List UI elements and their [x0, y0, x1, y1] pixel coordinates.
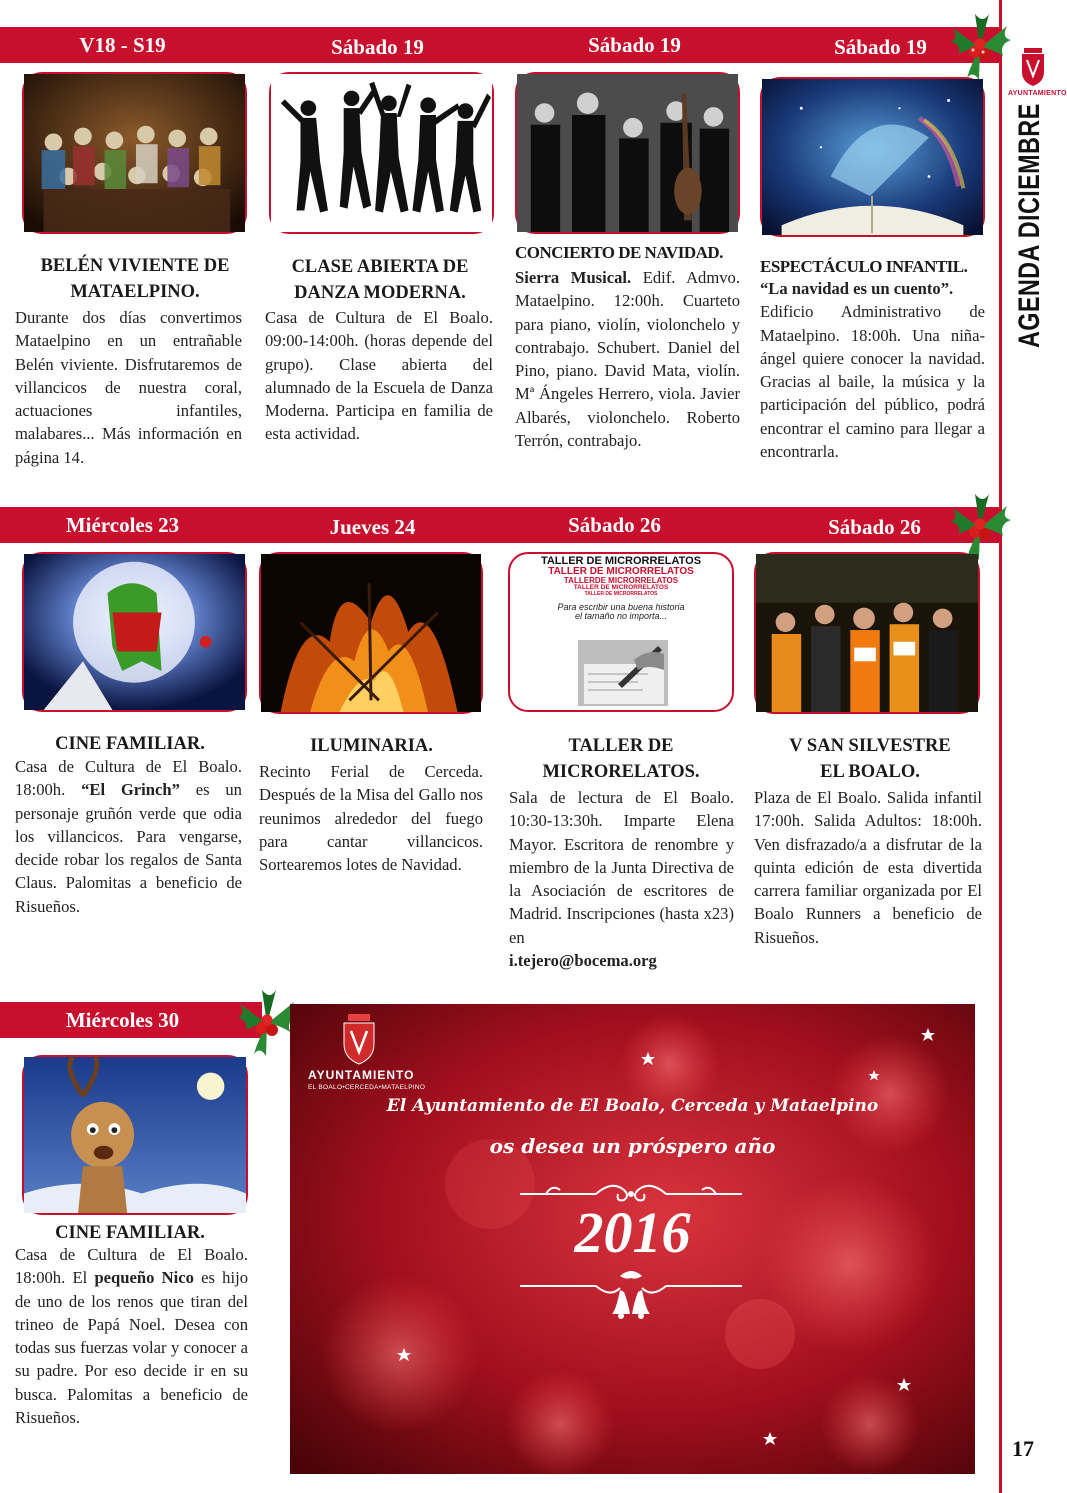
new-year: 2016 [574, 1200, 691, 1265]
event-description: Plaza de El Boalo. Salida infantil 17:00h. Salida Adultos: 18:00h. Ven disfrazado/a a disfrutar de la quinta edición de esta divertida carrera familiar organizada por El Boalo Runners a beneficio de Risueños. [754, 788, 982, 947]
logo-title: AYUNTAMIENTO [308, 1068, 415, 1082]
event-title: ILUMINARIA. [310, 736, 433, 756]
event-title [260, 254, 500, 306]
event-title [750, 733, 990, 785]
event-body-text: Casa de Cultura de El Boalo. 18:00h. El [15, 1245, 248, 1288]
event-description [15, 755, 242, 918]
microrrelatos-poster [508, 552, 734, 712]
event-title [15, 253, 255, 305]
sidebar-logo-text: AYUNTAMIENTO [1008, 90, 1067, 97]
pen-writing-icon [578, 640, 668, 706]
event-title: CINE FAMILIAR. [55, 734, 205, 754]
event-body-text: es un personaje gruñón verde que odia los villancicos. Para vengarse, decide robar los regalos de Santa Claus. Palomitas a beneficio de Risueños. [15, 780, 242, 916]
ayuntamiento-crest-icon [340, 1014, 378, 1066]
event-description [515, 266, 740, 452]
event-title [502, 733, 740, 785]
event-title: CINE FAMILIAR. [55, 1223, 205, 1243]
event-title: ESPECTÁCULO INFANTIL. [760, 257, 968, 276]
greeting-line-2: os desea un próspero año [489, 1134, 776, 1158]
poster-line: TALLER DE MICRORRELATOS [540, 555, 702, 567]
poster-line: TALLER DE MICRORRELATOS [584, 590, 658, 597]
event-description: Casa de Cultura de El Boalo. 09:00-14:00h. (horas depende del grupo). Clase abierta del alumnado de la Escuela de Danza Moderna. Participa en familia de esta actividad. [265, 308, 493, 444]
title-line: MICRORELATOS. [542, 762, 700, 782]
date-label: Miércoles 23 [65, 513, 180, 537]
movie-name: “El Grinch” [81, 780, 180, 800]
movie-name: pequeño Nico [94, 1268, 194, 1288]
event-title: CONCIERTO DE NAVIDAD. [515, 243, 723, 262]
event-body-text: Casa de Cultura de El Boalo. 18:00h. [15, 757, 242, 800]
san-silvestre-runners-photo [754, 552, 980, 714]
poster-tagline: el tamaño no importa... [574, 610, 668, 621]
greeting-line-1: El Ayuntamiento de El Boalo, Cerceda y Mataelpino [386, 1096, 879, 1116]
belen-viviente-photo [22, 72, 247, 234]
date-label: V18 - S19 [79, 33, 166, 57]
title-line: DANZA MODERNA. [294, 283, 466, 303]
event-lead: Sierra Musical. [515, 268, 632, 287]
title-line: TALLER DE [568, 736, 674, 756]
event-body-text: Edif. Admvo. Mataelpino. 12:00h. Cuarteto para piano, violín, violonchelo y contrabajo. Schubert. Daniel del Pino, piano. David Mata, violín. Mª Ángeles Herrero, viola. Javier Albarés, violonchelo. Roberto Terrón, contrabajo. [515, 268, 741, 451]
title-line: MATAELPINO. [70, 282, 200, 302]
event-description [509, 786, 734, 972]
title-line: BELÉN VIVIENTE DE [40, 256, 230, 276]
poster-tagline: Para escribir una buena historia [557, 601, 685, 612]
nico-reindeer-movie-photo [22, 1055, 248, 1215]
date-label: Sábado 26 [828, 515, 921, 539]
event-description: Durante dos días convertimos Mataelpino en un entrañable Belén viviente. Disfrutaremos de villancicos de nuestra coral, actuaciones infantiles, malabares... Más información en página 14. [15, 308, 242, 467]
date-label: Sábado 19 [588, 33, 681, 57]
date-label: Sábado 19 [331, 35, 424, 59]
agenda-title: AGENDA DICIEMBRE [1013, 103, 1046, 348]
new-year-greeting-card [290, 1004, 975, 1474]
poster-line: TALLER DE MICRORRELATOS [548, 566, 694, 577]
concert-quartet-photo [515, 72, 740, 234]
title-line: V SAN SILVESTRE [789, 736, 951, 756]
date-label: Sábado 19 [834, 35, 927, 59]
dance-silhouette-photo [269, 72, 494, 234]
event-description [15, 1243, 248, 1429]
poster-line: TALLERDE MICRORRELATOS [563, 576, 679, 585]
bells-flourish-icon [516, 1266, 746, 1322]
date-label: Jueves 24 [329, 515, 416, 539]
date-label: Miércoles 30 [65, 1008, 180, 1032]
sidebar-rule [999, 0, 1002, 1493]
event-body-text: Sala de lectura de El Boalo. 10:30-13:30h. Imparte Elena Mayor. Escritora de renombre y miembro de la Junta Directiva de la Asociación de escritores de Madrid. Inscripciones (hasta x23) en [509, 788, 734, 947]
municipal-crest-icon [1018, 46, 1048, 90]
title-line: EL BOALO. [820, 762, 920, 782]
poster-line: TALLER DE MICRORRELATOS [573, 584, 669, 591]
event-body-text: Edificio Administrativo de Mataelpino. 18:00h. Una niña-ángel quiere conocer la navidad. Gracias al baile, la música y la participación del público, podrá encontrar el camino para llegar a encontrarla. [760, 302, 985, 462]
date-label: Sábado 26 [568, 513, 661, 537]
page-number: 17 [1012, 1436, 1034, 1461]
holly-icon [945, 8, 1015, 86]
event-description [760, 277, 985, 463]
logo-subtitle: EL BOALO•CERCEDA•MATAELPINO [308, 1084, 426, 1091]
event-lead: “La navidad es un cuento”. [760, 279, 954, 298]
bonfire-photo [259, 552, 483, 714]
storybook-fantasy-photo [760, 77, 985, 237]
event-body-text: es hijo de uno de los renos que tiran del trineo de Papá Noel. Desea con todas sus fuerzas volar y conocer a su padre. Por eso decide ir en su busca. Palomitas a beneficio de Risueños. [15, 1268, 248, 1428]
title-line: CLASE ABIERTA DE [291, 257, 469, 277]
grinch-movie-photo [22, 552, 247, 712]
event-description: Recinto Ferial de Cerceda. Después de la Misa del Gallo nos reunimos alrededor del fuego para cantar villancicos. Sortearemos lotes de Navidad. [259, 762, 483, 875]
contact-email[interactable]: i.tejero@bocema.org [509, 951, 657, 971]
